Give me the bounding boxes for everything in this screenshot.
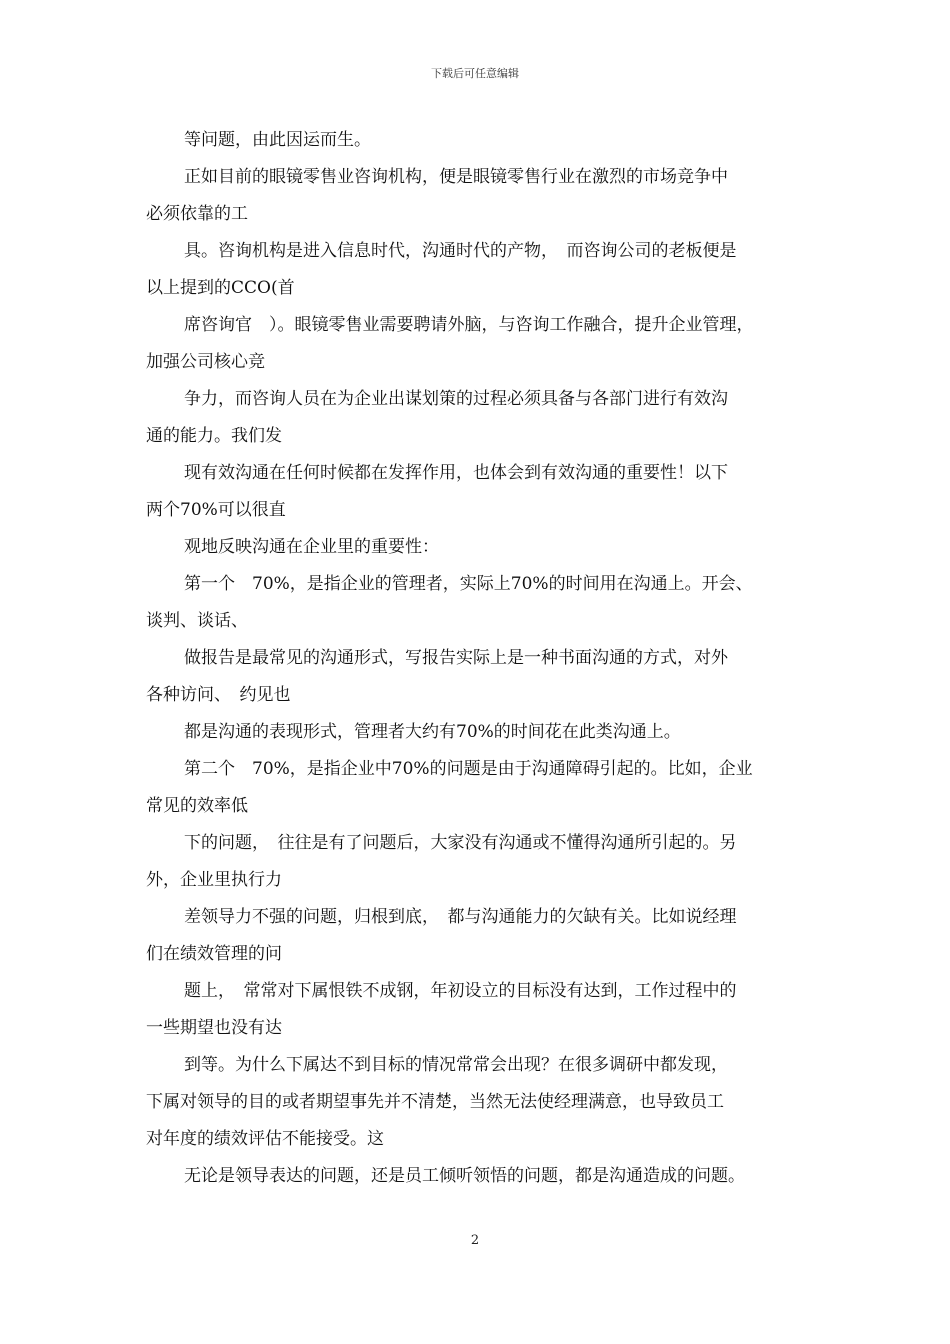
text-line: 到等。为什么下属达不到目标的情况常常会出现？在很多调研中都发现， — [184, 1055, 728, 1075]
text-line: 们在绩效管理的问 — [146, 944, 282, 964]
text-line: 加强公司核心竞 — [146, 352, 265, 372]
text-line: 差领导力不强的问题，归根到底， 都与沟通能力的欠缺有关。比如说经理 — [184, 907, 737, 927]
text-line: 以上提到的CCO(首 — [146, 278, 295, 298]
text-line: 外，企业里执行力 — [146, 870, 282, 890]
page-number: 2 — [470, 1233, 480, 1248]
text-line: 席咨询官 ）。眼镜零售业需要聘请外脑，与咨询工作融合，提升企业管理， — [184, 315, 754, 335]
text-line: 一些期望也没有达 — [146, 1018, 282, 1038]
text-line: 都是沟通的表现形式，管理者大约有70%的时间花在此类沟通上。 — [184, 722, 681, 742]
text-line: 对年度的绩效评估不能接受。这 — [146, 1129, 384, 1149]
text-line: 两个70%可以很直 — [146, 500, 286, 520]
text-line: 通的能力。我们发 — [146, 426, 282, 446]
text-line: 正如目前的眼镜零售业咨询机构，便是眼镜零售行业在激烈的市场竞争中 — [184, 167, 728, 187]
document-body — [146, 122, 812, 1195]
page-header-note: 下载后可任意编辑 — [431, 67, 519, 80]
text-line: 无论是领导表达的问题，还是员工倾听领悟的问题，都是沟通造成的问题。 — [184, 1166, 745, 1186]
text-line: 常见的效率低 — [146, 796, 248, 816]
text-line: 下的问题， 往往是有了问题后，大家没有沟通或不懂得沟通所引起的。另 — [184, 833, 737, 853]
text-line: 谈判、谈话、 — [146, 611, 248, 631]
text-line: 争力，而咨询人员在为企业出谋划策的过程必须具备与各部门进行有效沟 — [184, 389, 728, 409]
text-line: 第二个 70%，是指企业中70%的问题是由于沟通障碍引起的。比如，企业 — [184, 759, 753, 779]
text-line: 第一个 70%，是指企业的管理者，实际上70%的时间用在沟通上。开会、 — [184, 574, 753, 594]
text-line: 做报告是最常见的沟通形式，写报告实际上是一种书面沟通的方式，对外 — [184, 648, 728, 668]
text-line: 下属对领导的目的或者期望事先并不清楚，当然无法使经理满意，也导致员工 — [146, 1092, 724, 1112]
text-line: 题上， 常常对下属恨铁不成钢，年初设立的目标没有达到，工作过程中的 — [184, 981, 737, 1001]
text-line: 各种访问、 约见也 — [146, 685, 291, 705]
text-line: 现有效沟通在任何时候都在发挥作用，也体会到有效沟通的重要性！以下 — [184, 463, 728, 483]
text-line: 具。咨询机构是进入信息时代，沟通时代的产物， 而咨询公司的老板便是 — [184, 241, 737, 261]
text-line: 等问题，由此因运而生。 — [184, 130, 371, 150]
text-line: 必须依靠的工 — [146, 204, 248, 224]
text-line: 观地反映沟通在企业里的重要性： — [184, 537, 439, 557]
